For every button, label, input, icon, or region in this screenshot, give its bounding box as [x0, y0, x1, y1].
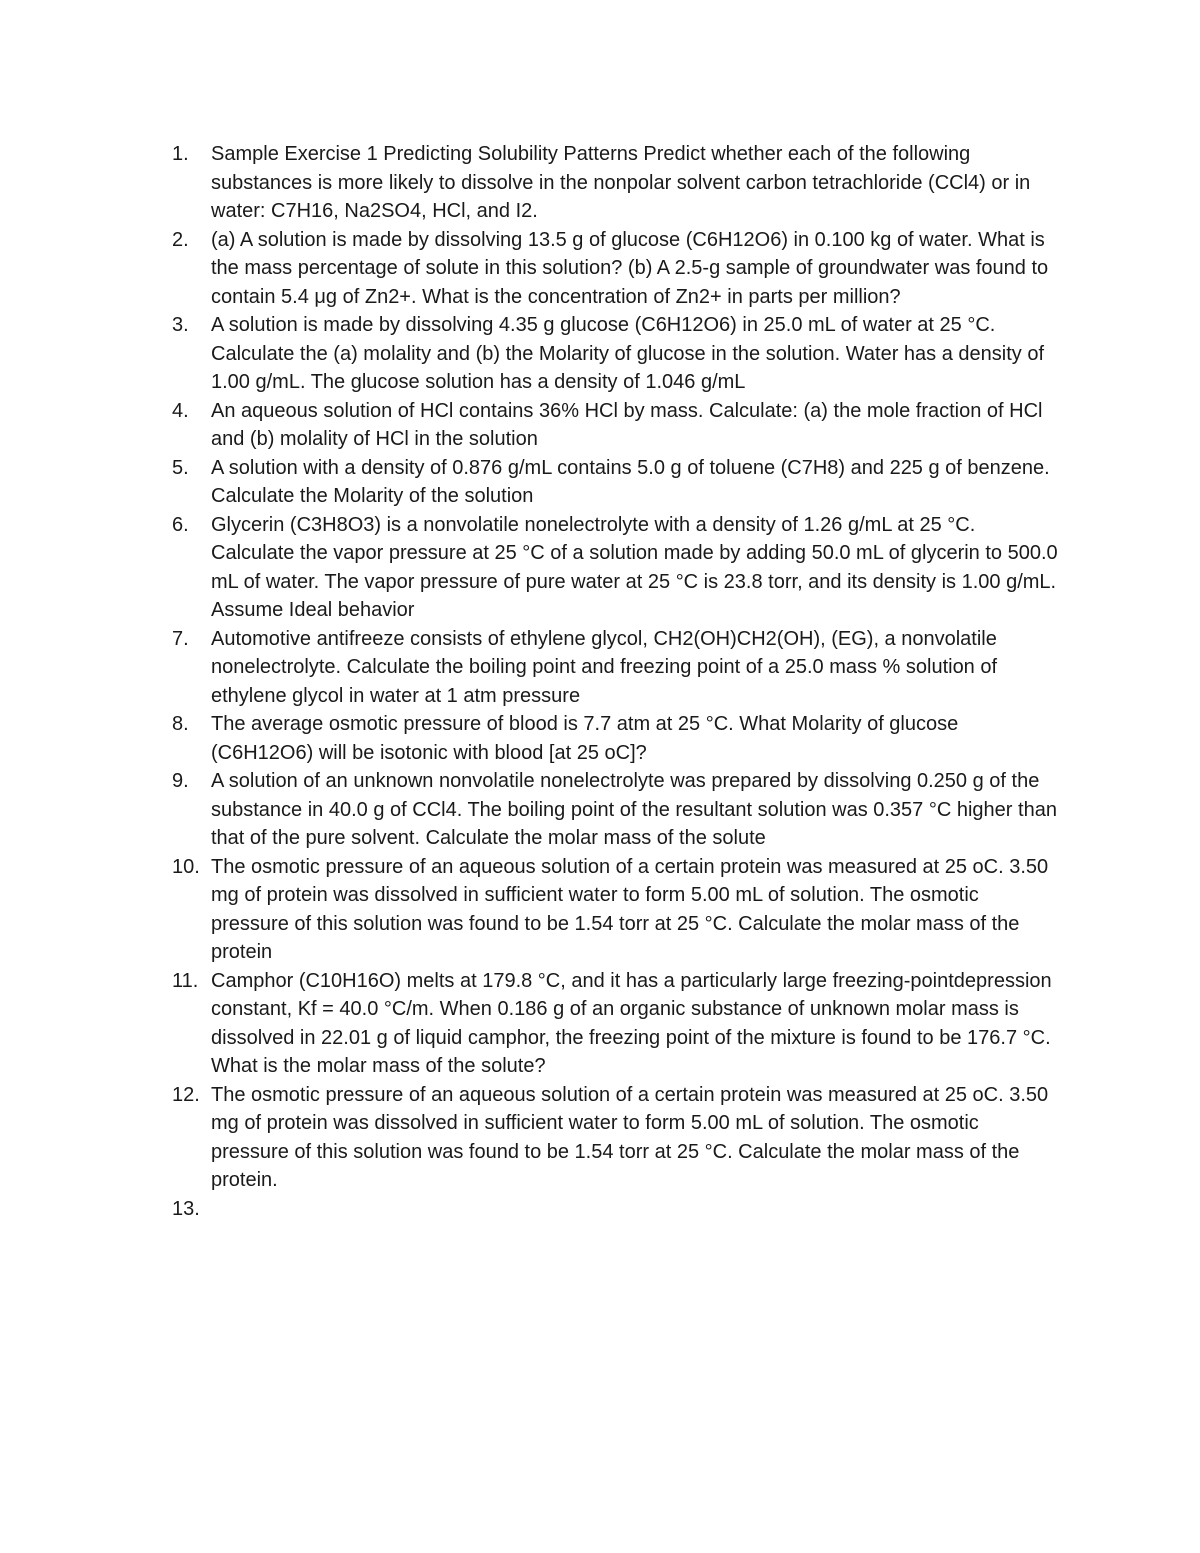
problem-text: Glycerin (C3H8O3) is a nonvolatile nonelectrolyte with a density of 1.26 g/mL at 25 °C. Calculate the vapor pressure at 25 °C of a solution made by adding 50.0 mL of glycerin to 500.0 mL of water. The vapor pressure of pure water at 25 °C is 23.8 torr, and its density is 1.00 g/mL. Assume Ideal behavior: [211, 513, 1058, 621]
problem-text: The osmotic pressure of an aqueous solution of a certain protein was measured at 25 oC. 3.50 mg of protein was dissolved in sufficient water to form 5.00 mL of solution. The osmotic pressure of this solution was found to be 1.54 torr at 25 °C. Calculate the molar mass of the protein: [211, 855, 1049, 963]
problem-text: A solution of an unknown nonvolatile nonelectrolyte was prepared by dissolving 0.250 g of the substance in 40.0 g of CCl4. The boiling point of the resultant solution was 0.357 °C higher than that of the pure solvent. Calculate the molar mass of the solute: [211, 770, 1057, 849]
problem-item-10: [172, 853, 1062, 967]
problem-number: 9.: [172, 770, 189, 792]
problem-text: Sample Exercise 1 Predicting Solubility Patterns Predict whether each of the following substances is more likely to dissolve in the nonpolar solvent carbon tetrachloride (CCl4) or in water: C7H16, Na2SO4, HCl, and I2.: [211, 143, 1031, 222]
problem-text: A solution is made by dissolving 4.35 g glucose (C6H12O6) in 25.0 mL of water at 25 °C. Calculate the (a) molality and (b) the Molarity of glucose in the solution. Water has a density of 1.00 g/mL. The glucose solution has a density of 1.046 g/mL: [211, 314, 1044, 393]
problem-number: 5.: [172, 456, 189, 479]
problem-item-3: [172, 311, 1062, 397]
problem-item-9: [172, 767, 1062, 853]
problem-text: An aqueous solution of HCl contains 36% HCl by mass. Calculate: (a) the mole fraction of HCl and (b) molality of HCl in the solution: [211, 399, 1043, 450]
problem-item-4: [172, 397, 1062, 454]
problem-text: The average osmotic pressure of blood is 7.7 atm at 25 °C. What Molarity of glucose (C6H12O6) will be isotonic with blood [at 25 oC]?: [211, 713, 959, 764]
problem-text: Automotive antifreeze consists of ethylene glycol, CH2(OH)CH2(OH), (EG), a nonvolatile nonelectrolyte. Calculate the boiling point and freezing point of a 25.0 mass % solution of ethylene glycol in water at 1 atm pressure: [211, 627, 998, 707]
problem-item-8: [172, 710, 1062, 767]
problem-number: 13.: [172, 1197, 200, 1220]
problem-item-13: [172, 1195, 1062, 1224]
problem-number: 8.: [172, 713, 189, 735]
problem-text: A solution with a density of 0.876 g/mL contains 5.0 g of toluene (C7H8) and 225 g of benzene. Calculate the Molarity of the solution: [211, 456, 1050, 507]
problem-item-12: [172, 1081, 1062, 1195]
problem-number: 1.: [172, 143, 189, 165]
problem-number: 7.: [172, 627, 189, 650]
problem-item-1: [172, 140, 1062, 226]
problem-number: 6.: [172, 513, 189, 536]
problem-item-2: [172, 226, 1062, 312]
problem-number: 12.: [172, 1083, 200, 1106]
problem-text: The osmotic pressure of an aqueous solution of a certain protein was measured at 25 oC. 3.50 mg of protein was dissolved in sufficient water to form 5.00 mL of solution. The osmotic pressure of this solution was found to be 1.54 torr at 25 °C. Calculate the molar mass of the protein.: [211, 1083, 1049, 1191]
problem-number: 3.: [172, 314, 189, 336]
problem-number: 10.: [172, 855, 200, 878]
problem-text: (a) A solution is made by dissolving 13.5 g of glucose (C6H12O6) in 0.100 kg of water. What is the mass percentage of solute in this solution? (b) A 2.5-g sample of groundwater was found to contain 5.4 μg of Zn2+. What is the concentration of Zn2+ in parts per million?: [211, 228, 1049, 308]
problem-number: 4.: [172, 399, 189, 422]
problem-item-11: [172, 967, 1062, 1081]
problem-item-6: [172, 511, 1062, 625]
problem-number: 2.: [172, 228, 189, 251]
problem-number: 11.: [172, 969, 199, 992]
problem-item-5: [172, 454, 1062, 511]
problem-item-7: [172, 625, 1062, 711]
problem-text: Camphor (C10H16O) melts at 179.8 °C, and it has a particularly large freezing-pointdepression constant, Kf = 40.0 °C/m. When 0.186 g of an organic substance of unknown molar mass is dissolved in 22.01 g of liquid camphor, the freezing point of the mixture is found to be 176.7 °C. What is the molar mass of the solute?: [211, 969, 1052, 1077]
problem-list: [172, 140, 1062, 1223]
